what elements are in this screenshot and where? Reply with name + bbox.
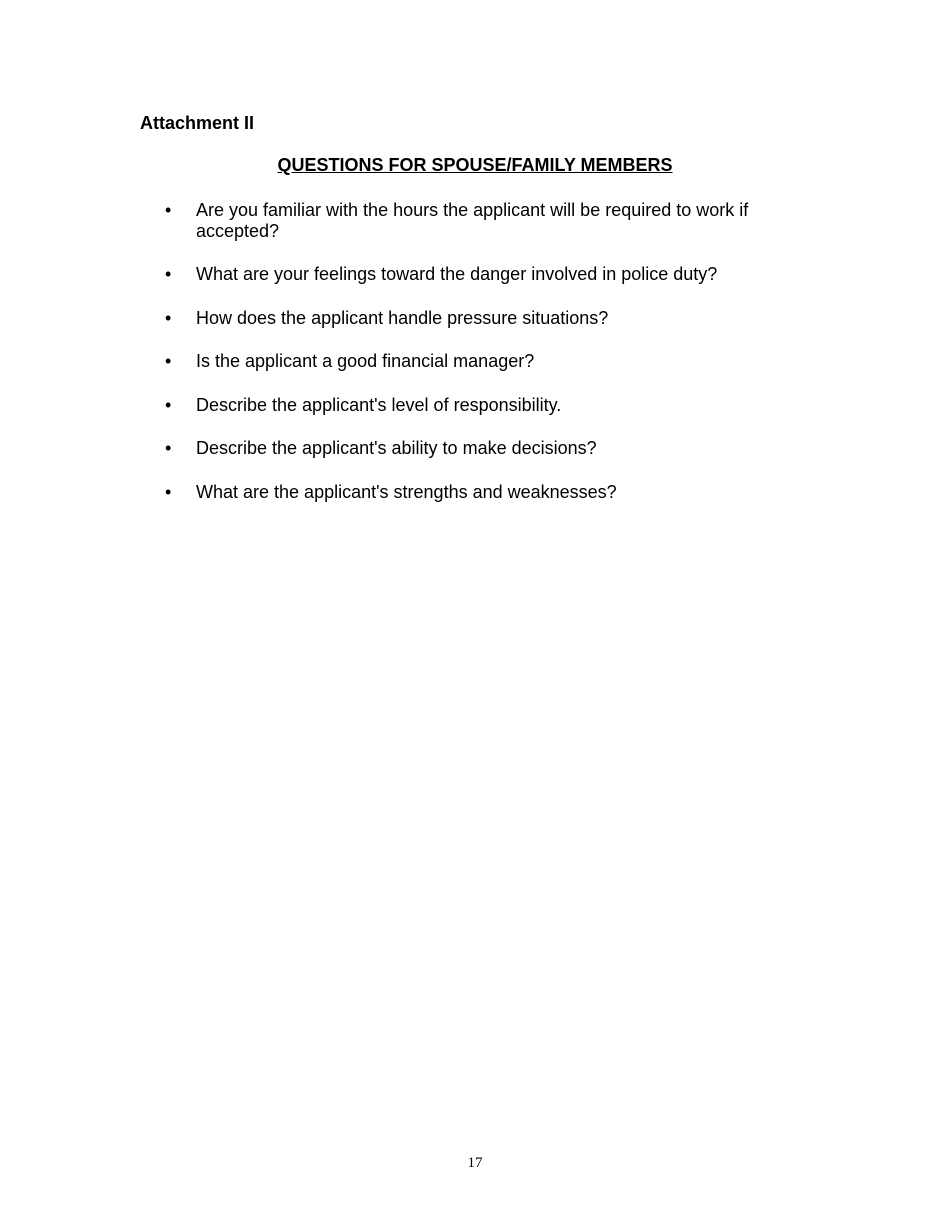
question-item	[165, 438, 805, 459]
bullet-icon: •	[165, 200, 172, 220]
bullet-icon: •	[165, 481, 172, 502]
page-number: 17	[467, 1155, 483, 1171]
question-item	[165, 264, 805, 285]
question-text: What are your feelings toward the danger involved in police duty?	[196, 264, 718, 284]
question-item	[165, 351, 805, 372]
bullet-icon: •	[165, 307, 172, 328]
bullet-icon: •	[165, 394, 172, 415]
question-text: Are you familiar with the hours the applicant will be required to work if accepted?	[196, 200, 749, 241]
question-item	[165, 308, 805, 329]
bullet-icon: •	[165, 351, 172, 371]
question-text: How does the applicant handle pressure situations?	[196, 307, 609, 328]
question-text: Describe the applicant's ability to make decisions?	[196, 438, 597, 458]
question-text: Describe the applicant's level of responsibility.	[196, 394, 562, 415]
question-item	[165, 482, 805, 503]
bullet-icon: •	[165, 438, 172, 458]
question-list	[165, 200, 805, 525]
page-heading: QUESTIONS FOR SPOUSE/FAMILY MEMBERS	[277, 155, 673, 175]
question-text: What are the applicant's strengths and weaknesses?	[196, 481, 617, 502]
question-text: Is the applicant a good financial manager?	[196, 351, 535, 371]
question-item	[165, 200, 805, 241]
bullet-icon: •	[165, 264, 172, 284]
attachment-label: Attachment II	[140, 113, 255, 133]
question-item	[165, 395, 805, 416]
